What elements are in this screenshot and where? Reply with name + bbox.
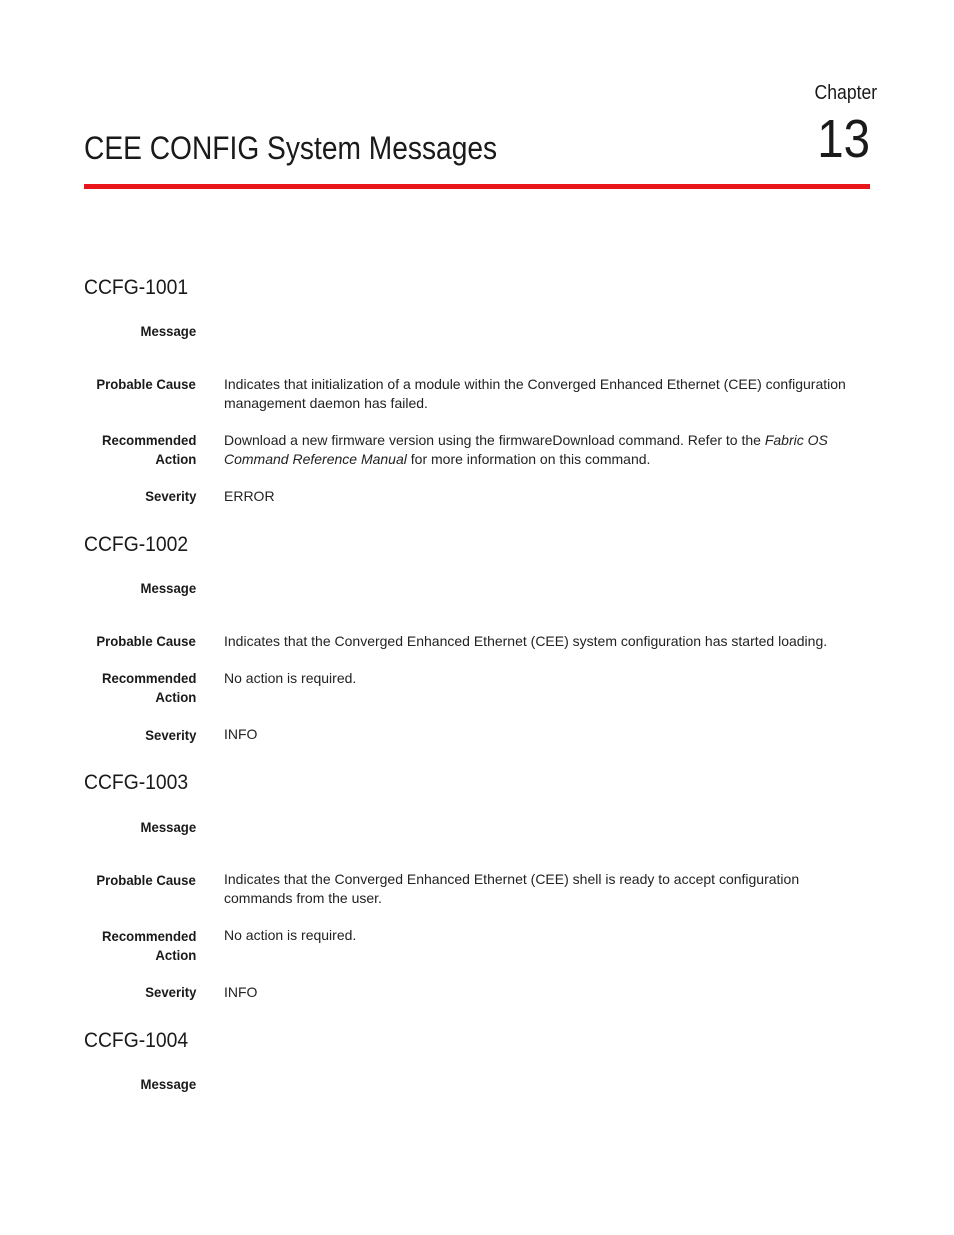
severity-value: INFO bbox=[224, 726, 258, 742]
recommended-action-label bbox=[102, 431, 196, 469]
probable-cause-text: Indicates that the Converged Enhanced Ethernet (CEE) shell is ready to accept configuration commands from the user. bbox=[224, 871, 800, 906]
recommended-action-text bbox=[224, 431, 864, 468]
action-text-part3: for more information on this command. bbox=[406, 450, 651, 467]
probable-cause-text: Indicates that initialization of a module within the Converged Enhanced Ethernet (CEE) configuration management daemon has failed. bbox=[224, 376, 846, 411]
command-name: firmwareDownload bbox=[498, 432, 615, 448]
severity-label: Severity bbox=[144, 984, 196, 1000]
probable-cause-label: Probable Cause bbox=[96, 376, 196, 392]
action-text-part1: Download a new firmware version using the bbox=[224, 432, 499, 448]
severity-label: Severity bbox=[144, 488, 196, 504]
recommended-action-text: No action is required. bbox=[224, 670, 357, 686]
probable-cause-label: Probable Cause bbox=[96, 633, 196, 649]
chapter-number: 13 bbox=[817, 109, 870, 169]
section-heading-ccfg-1003: CCFG-1003 bbox=[84, 771, 189, 794]
message-label: Message bbox=[140, 819, 196, 835]
manual-title: Fabric OS Command Reference Manual bbox=[224, 432, 828, 467]
message-label: Message bbox=[140, 580, 196, 596]
action-text-part2: command. Refer to the bbox=[614, 432, 765, 448]
message-label: Message bbox=[140, 1076, 196, 1092]
recommended-label-line2: Action bbox=[155, 689, 196, 705]
probable-cause-label: Probable Cause bbox=[96, 872, 196, 888]
recommended-label-line1: Recommended bbox=[101, 670, 196, 686]
recommended-label-line2: Action bbox=[155, 947, 196, 963]
severity-value: ERROR bbox=[224, 488, 275, 504]
section-heading-ccfg-1004: CCFG-1004 bbox=[84, 1029, 189, 1052]
page-title: CEE CONFIG System Messages bbox=[84, 130, 498, 166]
message-label: Message bbox=[140, 323, 196, 339]
chapter-label: Chapter bbox=[814, 82, 877, 104]
recommended-action-label bbox=[102, 927, 196, 965]
section-heading-ccfg-1001: CCFG-1001 bbox=[84, 276, 189, 299]
recommended-action-label bbox=[102, 669, 196, 707]
title-rule bbox=[84, 184, 870, 189]
probable-cause-text: Indicates that the Converged Enhanced Ethernet (CEE) system configuration has started loading. bbox=[224, 633, 828, 649]
recommended-action-text: No action is required. bbox=[224, 927, 357, 943]
severity-value: INFO bbox=[224, 984, 258, 1000]
severity-label: Severity bbox=[144, 727, 196, 743]
recommended-label-line1: Recommended bbox=[101, 432, 196, 448]
section-heading-ccfg-1002: CCFG-1002 bbox=[84, 533, 189, 556]
recommended-label-line2: Action bbox=[155, 451, 196, 467]
recommended-label-line1: Recommended bbox=[101, 928, 196, 944]
